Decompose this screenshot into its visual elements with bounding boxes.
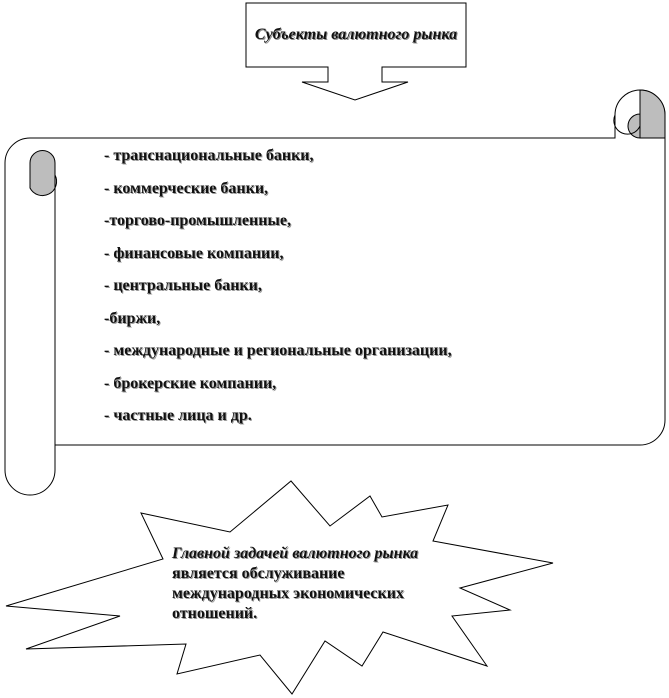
scroll-curl-left — [30, 151, 57, 196]
burst-statement — [172, 544, 442, 624]
list-item: -биржи, — [104, 309, 161, 327]
burst-italic-text: Главной задачей валютного рынка — [172, 545, 419, 562]
subjects-list — [104, 140, 452, 433]
list-item: - центральные банки, — [104, 277, 262, 294]
list-item: - финансовые компании, — [104, 244, 284, 262]
list-item: - брокерские компании, — [104, 374, 277, 392]
list-item: - коммерческие банки, — [104, 179, 269, 197]
list-item: - транснациональные банки, — [104, 147, 314, 164]
callout-title-text: Субъекты валютного рынка — [254, 26, 458, 43]
list-item: -торгово-промышленные, — [104, 212, 292, 229]
list-item: - частные лица и др. — [104, 407, 252, 424]
list-item: - международные и региональные организации, — [104, 342, 452, 359]
callout-title — [246, 3, 466, 67]
burst-plain-text: является обслуживание международных экономических отношений. — [172, 565, 404, 622]
